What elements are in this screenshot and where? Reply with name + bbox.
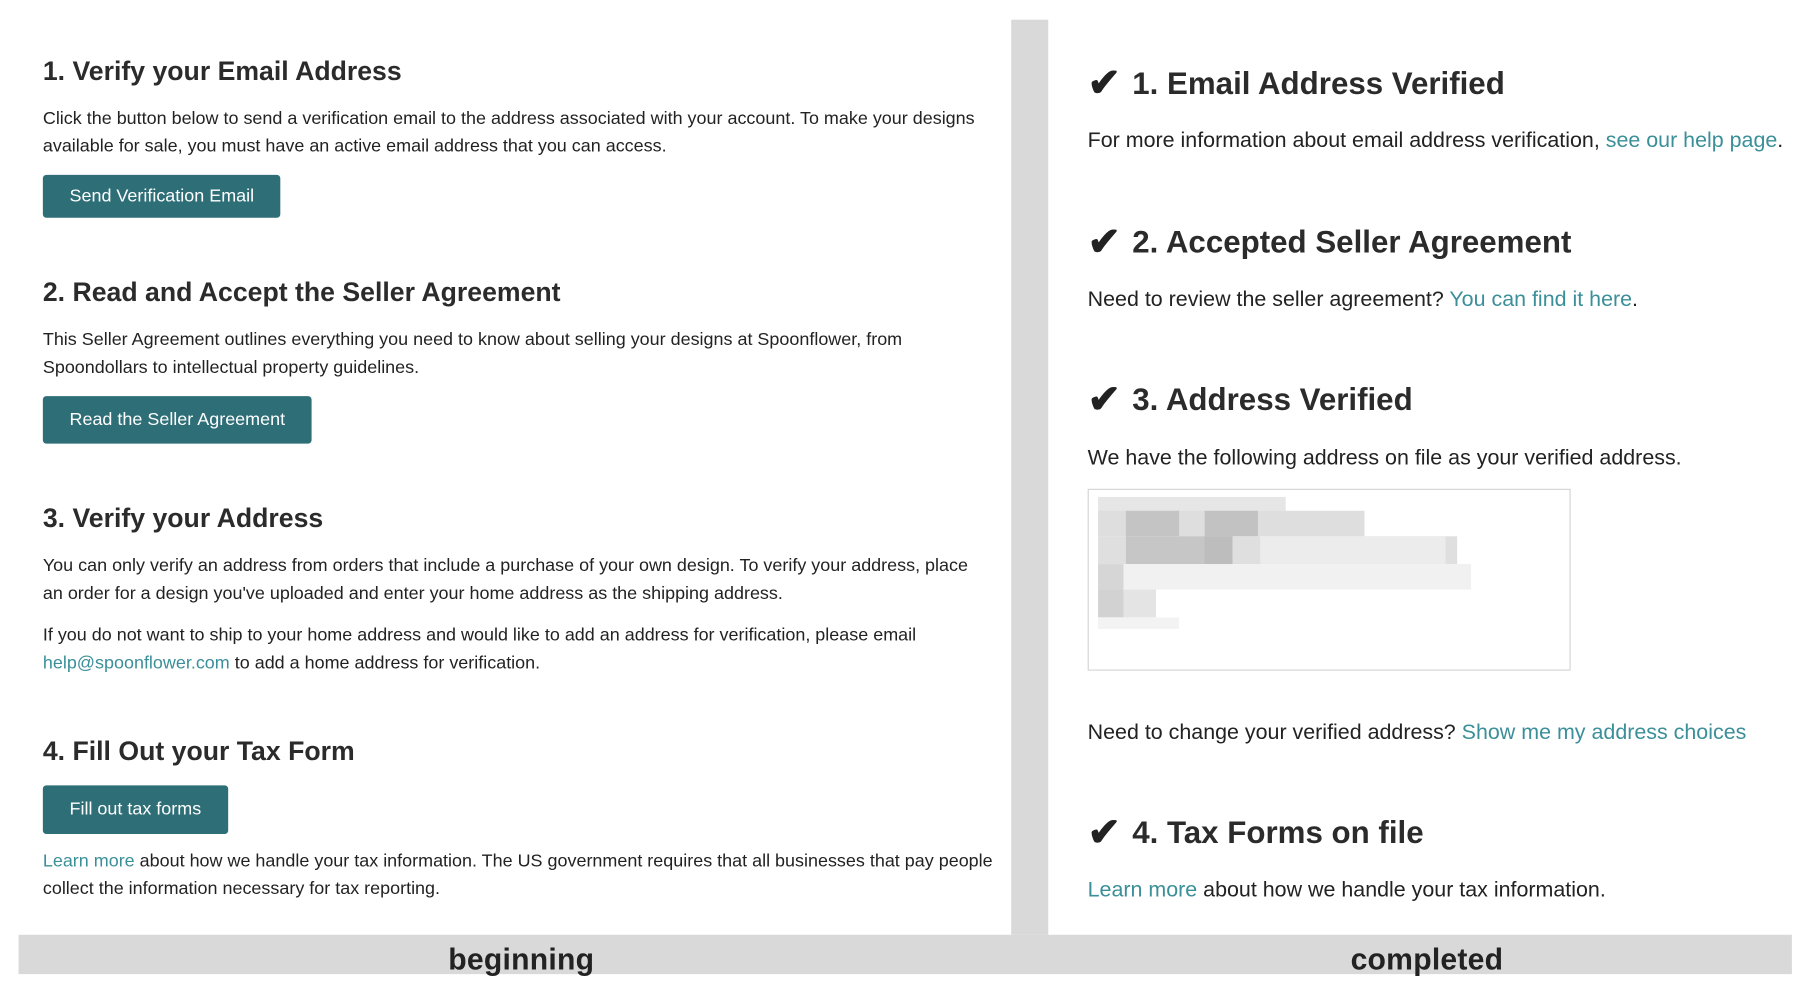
step3-title: 3. Verify your Address: [42, 502, 324, 533]
show-address-choices-link[interactable]: Show me my address choices: [1461, 719, 1747, 744]
caption-bar: [19, 935, 1792, 977]
change-address-pre: Need to change your verified address?: [1087, 719, 1462, 744]
step3-email-text-post: to add a home address for verification.: [229, 653, 541, 673]
completed-step1-title-text: 1. Email Address Verified: [1132, 65, 1505, 101]
beginning-caption: beginning: [448, 941, 595, 977]
step1-title: 1. Verify your Email Address: [42, 55, 402, 86]
step3-email-instructions: [43, 622, 993, 678]
send-verification-email-button[interactable]: Send Verification Email: [43, 175, 281, 218]
seller-agreement-link[interactable]: You can find it here: [1449, 286, 1633, 311]
learn-more-tax-link[interactable]: Learn more: [42, 851, 135, 872]
completed-step3-title-text: 3. Address Verified: [1132, 381, 1413, 417]
read-seller-agreement-button[interactable]: Read the Seller Agreement: [43, 396, 312, 443]
step4-description: [43, 848, 993, 904]
completed-step3-description: We have the following address on file as your verified address.: [1087, 444, 1682, 470]
completed-step1-title: [1087, 61, 1505, 106]
fill-out-tax-forms-button[interactable]: Fill out tax forms: [43, 785, 228, 834]
help-page-link[interactable]: see our help page: [1605, 127, 1778, 152]
completed-step2-description: [1088, 284, 1638, 314]
completed-step1-description: [1088, 125, 1784, 155]
completed-step2-title: [1087, 220, 1572, 265]
change-address-text: [1088, 717, 1747, 747]
verified-address-box: [1088, 489, 1571, 671]
completed-step4-description: [1088, 875, 1606, 905]
completed-step1-text-post: .: [1777, 127, 1784, 152]
step2-description: This Seller Agreement outlines everything you need to know about selling your designs at Spoonflower, from Spoondollars to intellectual property guidelines.: [42, 330, 903, 378]
completed-step4-title: [1087, 810, 1424, 855]
check-icon: ✔: [1087, 61, 1121, 106]
panel-divider: [1011, 20, 1048, 935]
completed-step2-text-post: .: [1632, 286, 1638, 311]
step4-title: 4. Fill Out your Tax Form: [42, 735, 355, 766]
completed-step2-text-pre: Need to review the seller agreement?: [1087, 286, 1450, 311]
completed-step1-text-pre: For more information about email address verification,: [1087, 127, 1606, 152]
check-icon: ✔: [1087, 377, 1121, 422]
step3-email-text-pre: If you do not want to ship to your home address and would like to add an address for verification, please email: [42, 625, 917, 646]
step3-description: You can only verify an address from orders that include a purchase of your own design. To verify your address, place an order for a design you've uploaded and enter your home address as the shipping address.: [42, 555, 968, 604]
step2-title: 2. Read and Accept the Seller Agreement: [42, 276, 561, 307]
learn-more-tax-link-completed[interactable]: Learn more: [1087, 876, 1198, 902]
check-icon: ✔: [1087, 810, 1121, 855]
help-email-link[interactable]: help@spoonflower.com: [42, 653, 230, 673]
completed-step3-title: [1087, 377, 1413, 422]
completed-step2-title-text: 2. Accepted Seller Agreement: [1132, 224, 1572, 259]
completed-caption: completed: [1350, 941, 1504, 977]
completed-step4-text-post: about how we handle your tax information.: [1197, 876, 1606, 902]
step4-text-post: about how we handle your tax information. The US government requires that all businesses that pay people collect the information necessary for tax reporting.: [42, 851, 993, 899]
step1-description: Click the button below to send a verification email to the address associated with your account. To make your designs available for sale, you must have an active email address that you can access.: [42, 108, 975, 157]
check-icon: ✔: [1087, 220, 1121, 265]
completed-step4-title-text: 4. Tax Forms on file: [1132, 814, 1424, 850]
